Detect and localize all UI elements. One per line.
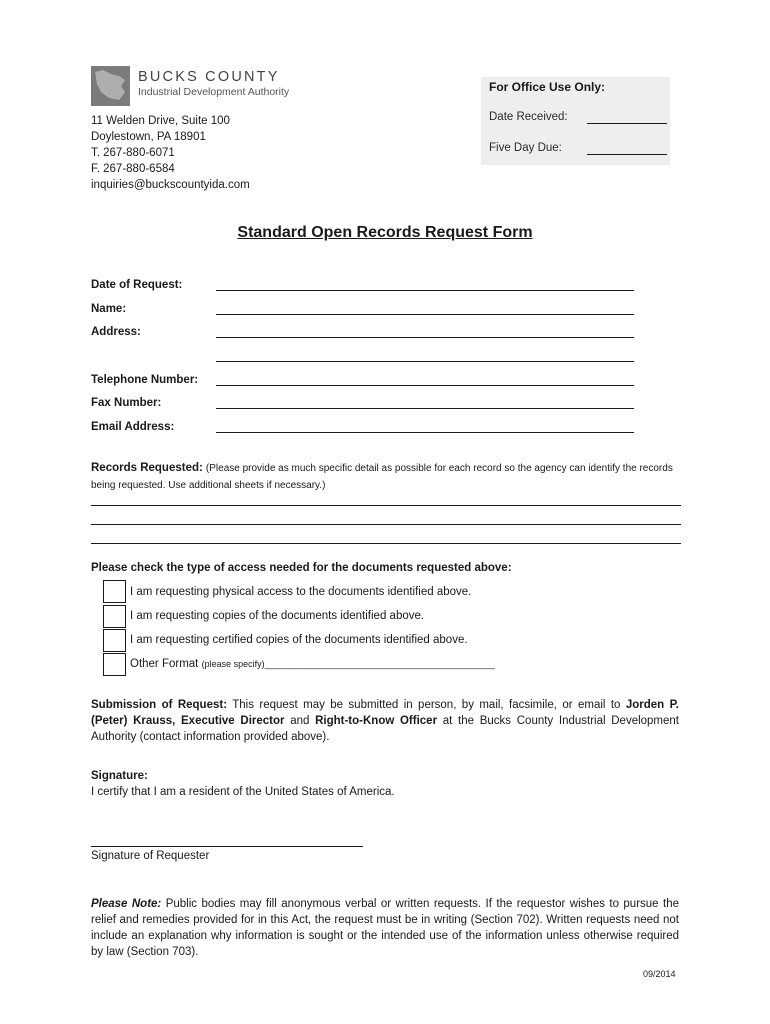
five-day-due-field[interactable] xyxy=(587,154,667,155)
signature-line-label: Signature of Requester xyxy=(91,850,210,862)
fax-line: F. 267-880-6584 xyxy=(91,163,175,175)
records-requested-hint: (Please provide as much specific detail as possible for each record so the agency can identify the records being requested. Use additional sheets if necessary.) xyxy=(91,463,673,491)
address-line: 11 Welden Drive, Suite 100 xyxy=(91,115,230,127)
submission-text: This request may be submitted in person, by mail, facsimile, or email to xyxy=(232,699,621,711)
rtk-officer: Right-to-Know Officer xyxy=(315,715,438,727)
physical-access-label: I am requesting physical access to the documents identified above. xyxy=(130,586,472,598)
certify-text: I certify that I am a resident of the United States of America. xyxy=(91,786,395,798)
officer-name: Jorden P. (Peter) Krauss, Executive Director xyxy=(91,699,679,727)
submission-text-end: at the Bucks County Industrial Development Authority (contact information provided above). xyxy=(91,715,679,743)
records-line-2[interactable] xyxy=(91,524,681,525)
fax-field[interactable] xyxy=(216,408,634,409)
physical-access-checkbox[interactable] xyxy=(103,580,126,603)
certified-copies-checkbox[interactable] xyxy=(103,629,126,652)
access-heading: Please check the type of access needed for the documents requested above: xyxy=(91,562,512,574)
telephone-field[interactable] xyxy=(216,385,634,386)
date-of-request-label: Date of Request: xyxy=(91,279,183,291)
other-format-field[interactable]: ______________________________________________ xyxy=(264,659,495,669)
signature-field[interactable] xyxy=(91,846,363,847)
email-line: inquiries@buckscountyida.com xyxy=(91,179,250,191)
other-format-checkbox[interactable] xyxy=(103,653,126,676)
certified-copies-label: I am requesting certified copies of the documents identified above. xyxy=(130,634,468,646)
logo-subtitle: Industrial Development Authority xyxy=(138,86,290,98)
date-received-field[interactable] xyxy=(587,123,667,124)
submission-paragraph xyxy=(91,697,679,745)
please-note-text: Public bodies may fill anonymous verbal or written requests. If the requestor wishes to pursue the relief and remedies provided for in this Act, the request must be in writing (Section 702). Written requests need not include an explanation why information is sought or the intended use of the information unless otherwise required by law (Section 703). xyxy=(91,898,679,958)
please-note-label: Please Note: xyxy=(91,898,162,910)
please-note xyxy=(91,896,679,960)
revision-date: 09/2014 xyxy=(643,969,676,979)
other-format-label: Other Format xyxy=(130,658,199,670)
email-field[interactable] xyxy=(216,432,634,433)
copies-label: I am requesting copies of the documents identified above. xyxy=(130,610,425,622)
date-of-request-field[interactable] xyxy=(216,290,634,291)
office-use-title: For Office Use Only: xyxy=(489,80,606,94)
address-label: Address: xyxy=(91,326,141,338)
submission-and: and xyxy=(290,715,310,727)
address-line: Doylestown, PA 18901 xyxy=(91,131,206,143)
records-requested-label: Records Requested: xyxy=(91,462,203,474)
telephone-label: Telephone Number: xyxy=(91,374,199,386)
submission-label: Submission of Request: xyxy=(91,699,228,711)
logo-title: BUCKS COUNTY xyxy=(138,69,280,85)
address-field-line-2[interactable] xyxy=(216,361,634,362)
name-label: Name: xyxy=(91,303,127,315)
other-format-hint: (please specify) xyxy=(201,659,265,669)
records-line-3[interactable] xyxy=(91,543,681,544)
name-field[interactable] xyxy=(216,314,634,315)
address-field-line-1[interactable] xyxy=(216,337,634,338)
page-title: Standard Open Records Request Form xyxy=(237,224,533,241)
records-line-1[interactable] xyxy=(91,505,681,506)
email-label: Email Address: xyxy=(91,421,175,433)
logo-mark xyxy=(91,66,130,106)
five-day-due-label: Five Day Due: xyxy=(489,142,562,154)
county-map-icon xyxy=(91,66,130,106)
date-received-label: Date Received: xyxy=(489,111,568,123)
signature-label: Signature: xyxy=(91,770,148,782)
records-requested xyxy=(91,460,681,494)
fax-label: Fax Number: xyxy=(91,397,162,409)
other-format xyxy=(130,658,495,670)
phone-line: T. 267-880-6071 xyxy=(91,147,175,159)
copies-checkbox[interactable] xyxy=(103,605,126,628)
